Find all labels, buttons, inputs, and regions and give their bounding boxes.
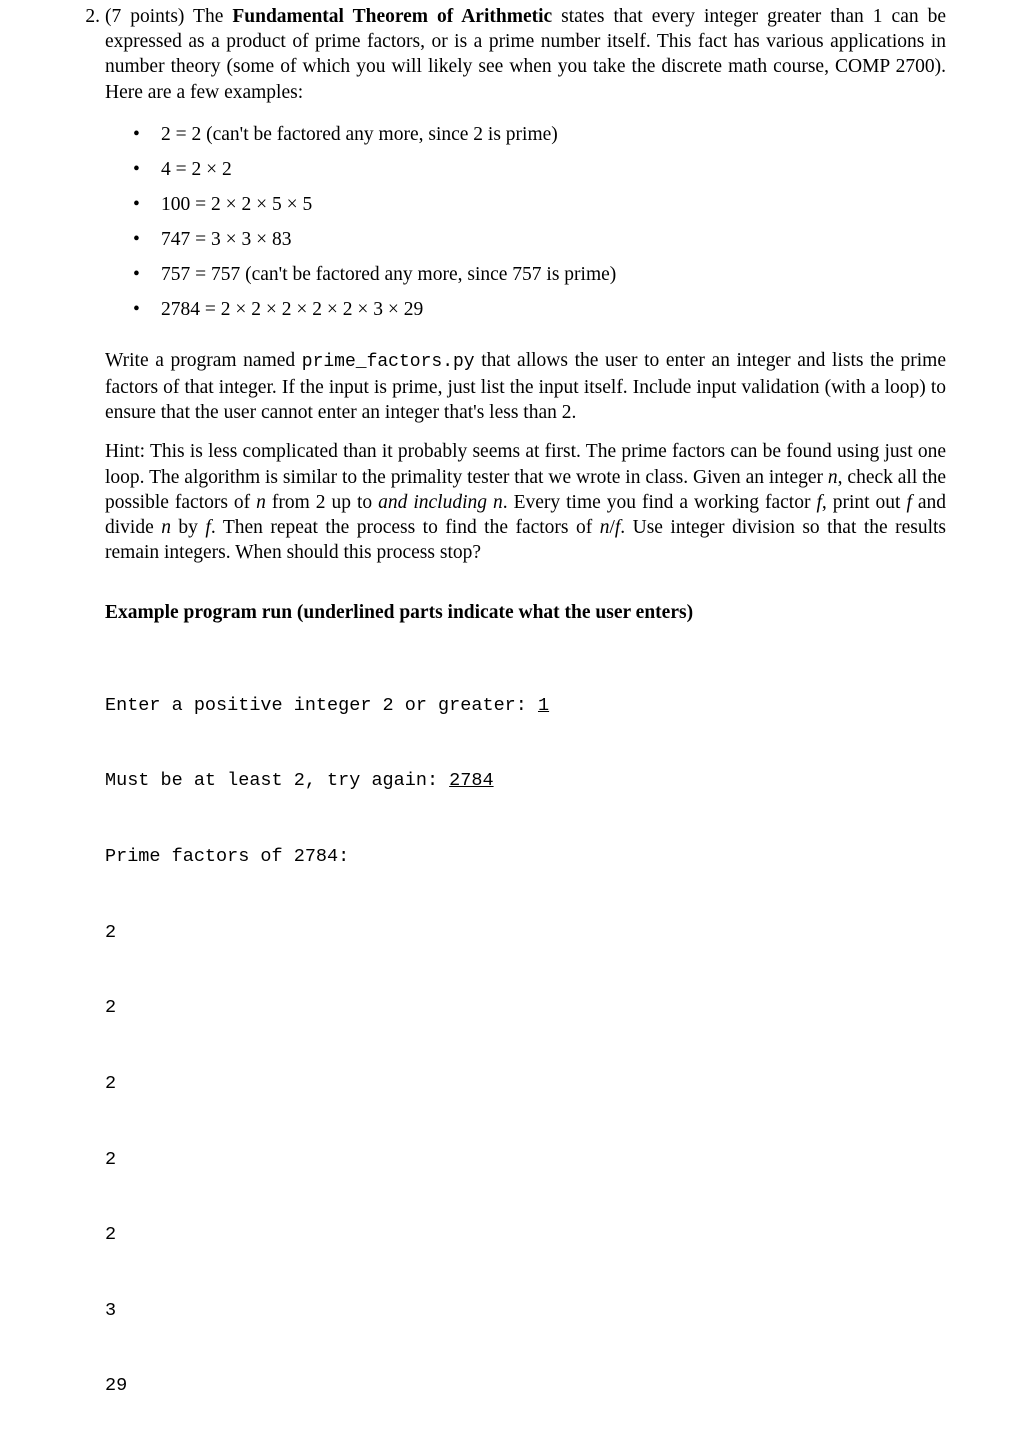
bullet-icon: • [133,193,140,215]
example-run-heading: Example program run (underlined parts indicate what the user enters) [105,602,694,624]
transcript-line [105,920,946,945]
list-item-text: 4 = 2 × 2 [161,158,232,180]
hint-text-4: . Every time you find a working factor [502,491,817,513]
problem-body [105,4,946,1449]
transcript-prompt: 3 [105,1299,117,1321]
examples-list [105,122,946,322]
transcript-prompt: 2 [105,1224,117,1246]
list-item-text: 100 = 2 × 2 × 5 × 5 [161,193,313,215]
spacer [105,591,946,600]
hint-text-7: by [170,517,206,539]
transcript-line [105,844,946,869]
transcript-line [105,768,946,793]
intro-tail: states that every integer greater than 1 can be expressed as a product of prime factors, or is a prime number itself. This fact has various applications in number theory (some of which you will likely see when you take the discrete math course, COMP 2700). Here are a few examples: [105,6,946,103]
math-var-f: f [906,491,912,513]
transcript-prompt: 2 [105,1148,117,1170]
hint-text-9: . Use integer division so that the results remain integers. When should this process stop? [105,517,947,564]
transcript-prompt: Must be at least 2, try again: [105,770,450,792]
example-run-transcript [105,642,946,1449]
math-slash: / [609,517,615,539]
spacer [105,105,946,122]
math-var-n: n [256,491,266,513]
hint-paragraph [105,439,946,565]
transcript-line [105,1373,946,1398]
points-label: (7 points) The [105,6,233,27]
hint-text-3: from 2 up to [265,491,379,513]
math-var-n: n [599,517,610,539]
hint-text-8: . Then repeat the process to find the factors of [210,517,600,539]
problem-intro-paragraph [105,4,946,105]
transcript-prompt: 29 [105,1375,128,1397]
list-item [133,122,946,147]
transcript-line [105,1147,946,1172]
transcript-prompt: 2 [105,1072,117,1094]
list-item [133,192,946,217]
list-item [133,227,946,252]
user-input: 2784 [449,770,494,792]
transcript-prompt: Prime factors of 2784: [105,846,350,868]
bullet-icon: • [133,228,140,250]
math-var-f: f [614,517,621,539]
spacer [105,425,946,439]
user-input: 1 [537,694,550,716]
list-item [133,262,946,287]
hint-text-5: , print out [821,491,907,513]
hint-emphasis: and including [378,491,488,513]
spacer [105,322,946,348]
transcript-prompt: 2 [105,921,117,943]
bullet-icon: • [133,158,140,180]
bullet-icon: • [133,123,140,145]
list-item [133,157,946,182]
task-paragraph [105,348,946,426]
list-item-text: 2784 = 2 × 2 × 2 × 2 × 2 × 3 × 29 [161,298,424,320]
transcript-line [105,995,946,1020]
transcript-line [105,693,946,718]
transcript-prompt: Enter a positive integer 2 or greater: [105,694,538,716]
math-var-n: n [161,517,171,539]
script-filename: prime_factors.py [301,351,475,372]
list-item [133,297,946,322]
list-item-text: 747 = 3 × 3 × 83 [161,228,292,250]
bullet-icon: • [133,298,140,320]
theorem-name: Fundamental Theorem of Arithmetic [232,6,553,27]
list-item-text: 2 = 2 (can't be factored any more, since 2 is prime) [161,123,558,145]
spacer [105,565,946,591]
math-var-f: f [205,517,211,539]
math-var-n: n [827,466,838,488]
list-item-text: 757 = 757 (can't be factored any more, since 757 is prime) [161,263,617,285]
hint-text-2: , check all the possible factors of [105,466,946,513]
transcript-prompt: 2 [105,997,117,1019]
transcript-line [105,1298,946,1323]
task-text-before: Write a program named [105,349,302,371]
hint-text-6: and divide [105,491,946,539]
problem-2 [70,4,954,1449]
spacer [105,625,946,642]
hint-text-1: Hint: This is less complicated than it probably seems at first. The prime factors can be found using just one loop. The algorithm is similar to the primality tester that we wrote in class. Given an integer [105,441,946,488]
problem-number: 2. [85,6,100,27]
math-var-f: f [816,491,822,513]
transcript-line [105,1071,946,1096]
math-var-n: n [493,491,503,513]
bullet-icon: • [133,263,140,285]
transcript-line [105,1222,946,1247]
task-text-after: that allows the user to enter an integer and lists the prime factors of that integer. If the input is prime, just list the input itself. Include input validation (with a loop) to ensure that the user cannot enter an integer that's less than 2. [105,349,946,424]
